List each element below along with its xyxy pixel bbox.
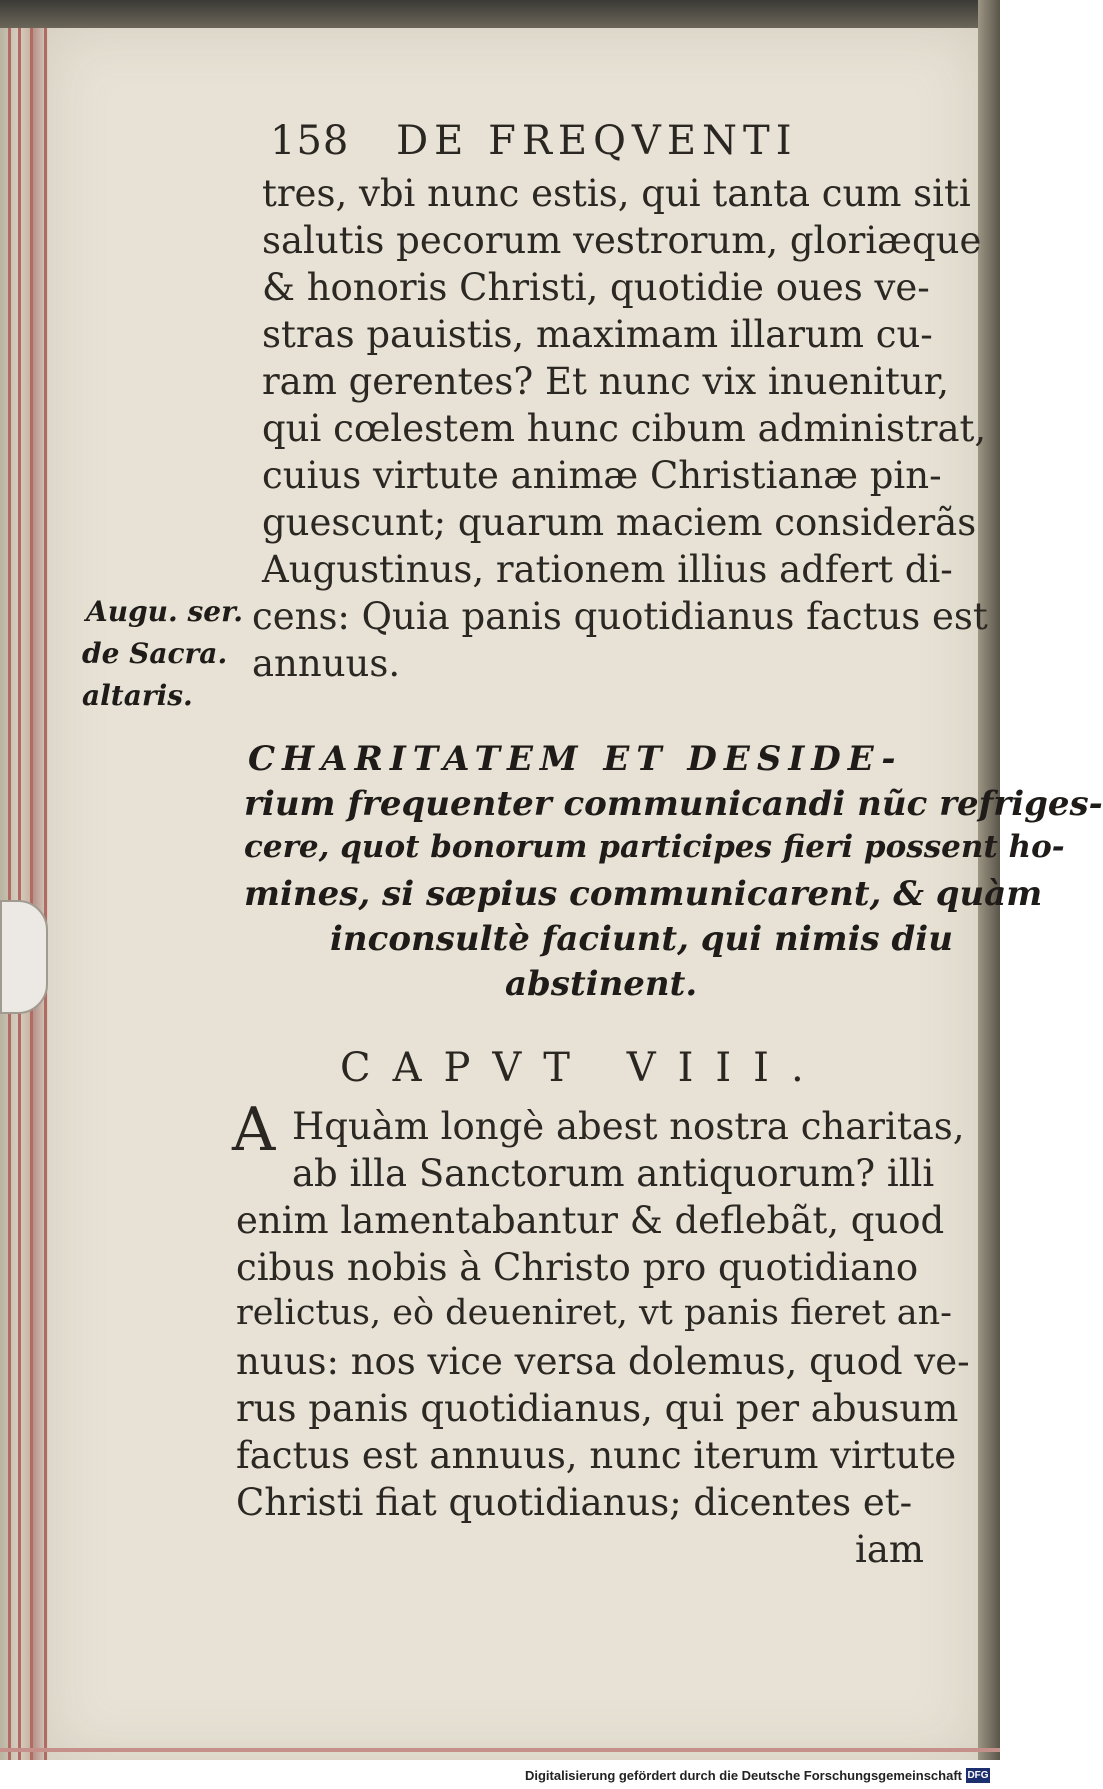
- summary-line: abstinent.: [505, 964, 698, 1004]
- chapter-line: Hquàm longè abest nostra charitas,: [292, 1105, 965, 1148]
- body-line: cuius virtute animæ Christianæ pin-: [262, 454, 942, 497]
- marginal-note-line: de Sacra.: [82, 637, 228, 670]
- summary-line: CHARITATEM ET DESIDE-: [248, 739, 903, 779]
- running-head-title: DE FREQVENTI: [396, 118, 798, 164]
- body-line: guescunt; quarum maciem considerãs: [262, 501, 977, 544]
- chapter-line: nuus: nos vice versa dolemus, quod ve-: [236, 1340, 970, 1383]
- digitization-footer: [0, 1766, 1000, 1789]
- drop-cap: A: [232, 1095, 276, 1165]
- chapter-line: cibus nobis à Christo pro quotidiano: [236, 1246, 919, 1289]
- body-line: & honoris Christi, quotidie oues ve-: [262, 266, 930, 309]
- marginal-note-line: altaris.: [82, 679, 193, 712]
- body-line: salutis pecorum vestrorum, gloriæque: [262, 219, 982, 262]
- summary-line: rium frequenter communicandi nũc refriges-: [244, 784, 1103, 824]
- summary-line: cere, quot bonorum participes fieri possent ho-: [244, 829, 1065, 865]
- chapter-heading: CAPVT VIII.: [340, 1045, 826, 1091]
- body-line: tres, vbi nunc estis, qui tanta cum siti: [262, 172, 971, 215]
- body-line: cens: Quia panis quotidianus factus est: [252, 595, 988, 638]
- chapter-line: Christi fiat quotidianus; dicentes et-: [236, 1481, 913, 1524]
- chapter-line: relictus, eò deueniret, vt panis fieret an-: [236, 1293, 953, 1333]
- chapter-line: factus est annuus, nunc iterum virtute: [236, 1434, 957, 1477]
- page-number: 158: [270, 118, 350, 164]
- chapter-line: rus panis quotidianus, qui per abusum: [236, 1387, 959, 1430]
- body-line: qui cœlestem hunc cibum administrat,: [262, 407, 987, 450]
- body-line: Augustinus, rationem illius adfert di-: [262, 548, 953, 591]
- summary-line: inconsultè faciunt, qui nimis diu: [330, 919, 953, 959]
- marginal-note-line: Augu. ser.: [86, 595, 244, 628]
- dfg-logo: DFG: [967, 1770, 989, 1781]
- funding-credit: Digitalisierung gefördert durch die Deutsche Forschungsgemeinschaft: [524, 1768, 962, 1783]
- body-line: annuus.: [252, 642, 401, 685]
- body-line: ram gerentes? Et nunc vix inuenitur,: [262, 360, 950, 403]
- summary-line: mines, si sæpius communicarent, & quàm: [244, 874, 1043, 914]
- catchword: iam: [855, 1528, 924, 1571]
- chapter-line: ab illa Sanctorum antiquorum? illi: [292, 1152, 935, 1195]
- chapter-line: enim lamentabantur & deflebãt, quod: [236, 1199, 945, 1242]
- body-line: stras pauistis, maximam illarum cu-: [262, 313, 933, 356]
